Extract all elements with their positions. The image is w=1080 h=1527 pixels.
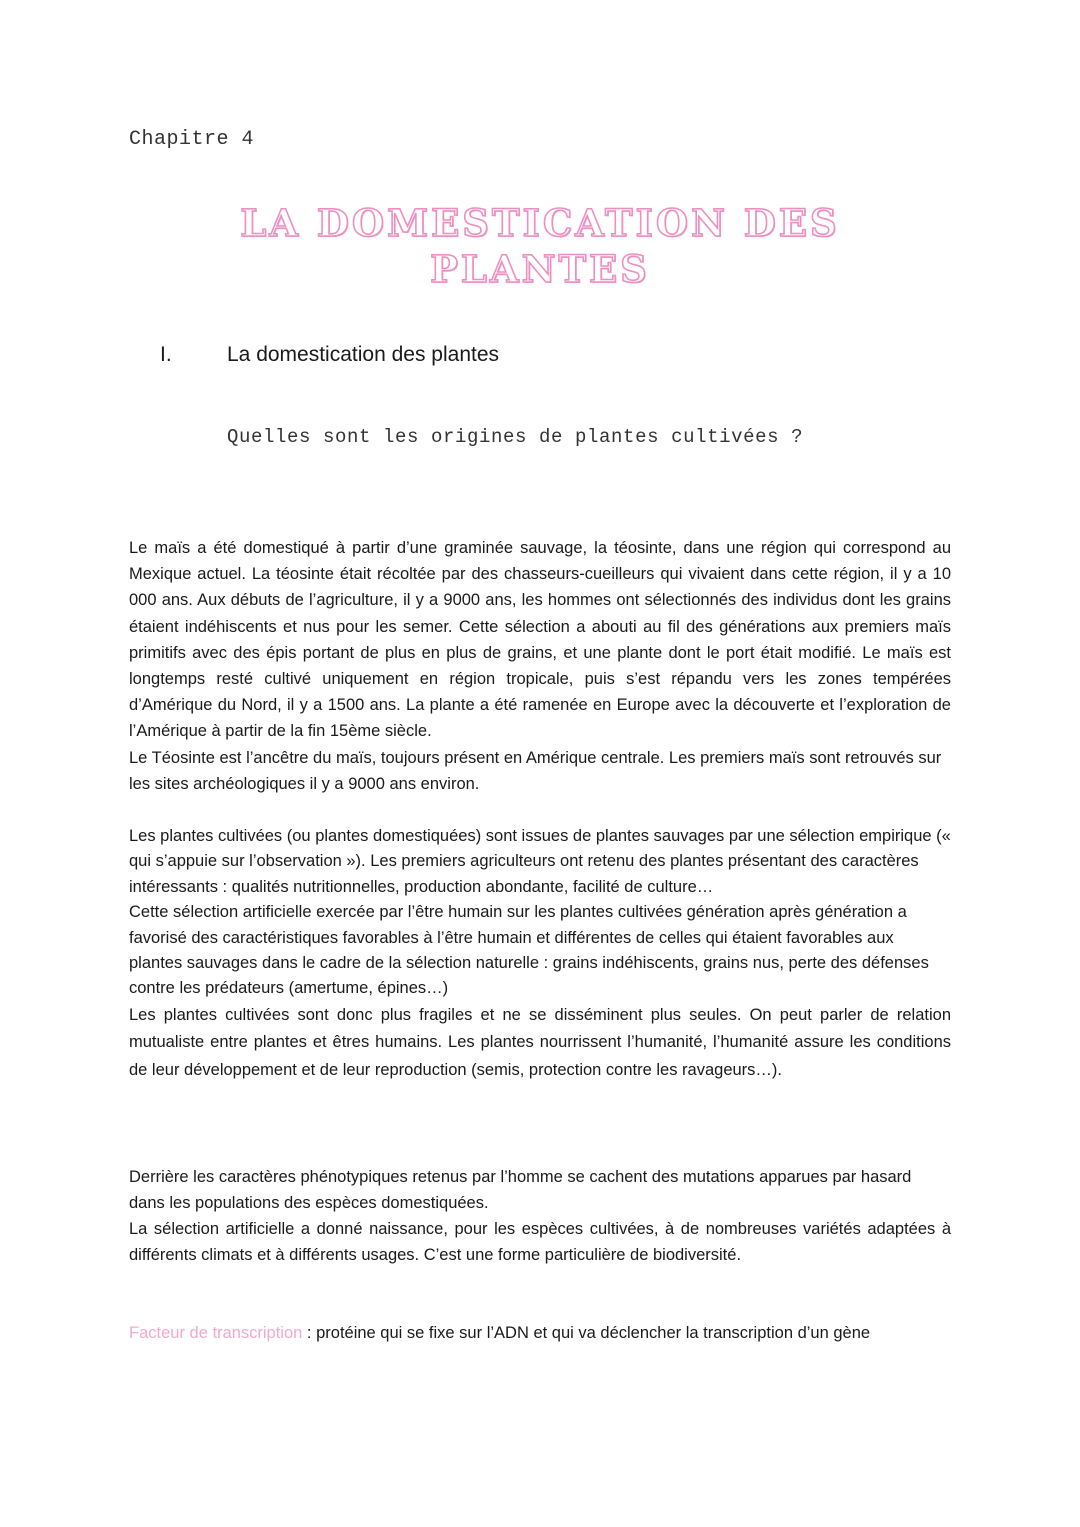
definition-term: Facteur de transcription	[129, 1324, 303, 1342]
page-title-line-2: PLANTES	[430, 247, 650, 291]
page-title	[150, 200, 930, 292]
paragraph-teosinte: Le Téosinte est l’ancêtre du maïs, toujours présent en Amérique centrale. Les premiers maïs sont retrouvés sur les sites archéologiques il y a 9000 ans environ.	[129, 748, 942, 793]
paragraph-group-maize	[129, 535, 951, 797]
definition-line	[129, 1324, 959, 1343]
paragraph-mutations: Derrière les caractères phénotypiques retenus par l’homme se cachent des mutations apparues par hasard dans les populations des espèces domestiquées.	[129, 1168, 912, 1212]
section-heading-text: La domestication des plantes	[227, 343, 500, 366]
paragraph-mutualism: Les plantes cultivées sont donc plus fragiles et ne se disséminent plus seules. On peut parler de relation mutualiste entre plantes et êtres humains. Les plantes nourrissent l’humanité, l’humanité assure les conditions de leur développement et de leur reproduction (semis, protection contre les ravageurs…).	[129, 1005, 951, 1080]
paragraph-biodiversity: La sélection artificielle a donné naissance, pour les espèces cultivées, à de nombreuses variétés adaptées à différents climats et à différents usages. C’est une forme particulière de biodiversité.	[129, 1220, 951, 1264]
section-heading	[160, 343, 499, 367]
chapter-label: Chapitre 4	[129, 128, 255, 151]
paragraph-group-mutations	[129, 1164, 951, 1268]
page-title-line-1: LA DOMESTICATION DES	[240, 201, 840, 245]
guiding-question: Quelles sont les origines de plantes cultivées ?	[227, 426, 804, 448]
section-number: I.	[160, 343, 172, 366]
definition-text: : protéine qui se fixe sur l’ADN et qui va déclencher la transcription d’un gène	[302, 1324, 871, 1342]
paragraph-artificial-selection: Cette sélection artificielle exercée par l’être humain sur les plantes cultivées génération après génération a favorisé des caractéristiques favorables à l’être humain et différentes de celles qui étaient favorables aux plantes sauvages dans le cadre de la sélection naturelle : grains indéhiscents, grains nus, perte des défenses contre les prédateurs (amertume, épines…)	[129, 903, 929, 998]
paragraph-group-selection	[129, 824, 951, 1085]
paragraph-maize-history: Le maïs a été domestiqué à partir d’une graminée sauvage, la téosinte, dans une région qui correspond au Mexique actuel. La téosinte était récoltée par des chasseurs-cueilleurs qui vivaient dans cette région, il y a 10 000 ans. Aux débuts de l’agriculture, il y a 9000 ans, les hommes ont sélectionnés des individus dont les grains étaient indéhiscents et nus pour les semer. Cette sélection a abouti au fil des générations aux premiers maïs primitifs avec des épis portant de plus en plus de grains, et une plante dont le port était modifié. Le maïs est longtemps resté cultivé uniquement en région tropicale, puis s’est répandu vers les zones tempérées d’Amérique du Nord, il y a 1500 ans. La plante a été ramenée en Europe avec la découverte et l’exploration de l’Amérique à partir de la fin 15ème siècle.	[129, 539, 951, 741]
paragraph-cultivated-plants: Les plantes cultivées (ou plantes domestiquées) sont issues de plantes sauvages par une sélection empirique (« qui s’appuie sur l’observation »). Les premiers agriculteurs ont retenu des plantes présentant des caractères intéressants : qualités nutritionnelles, production abondante, facilité de culture…	[129, 827, 951, 896]
